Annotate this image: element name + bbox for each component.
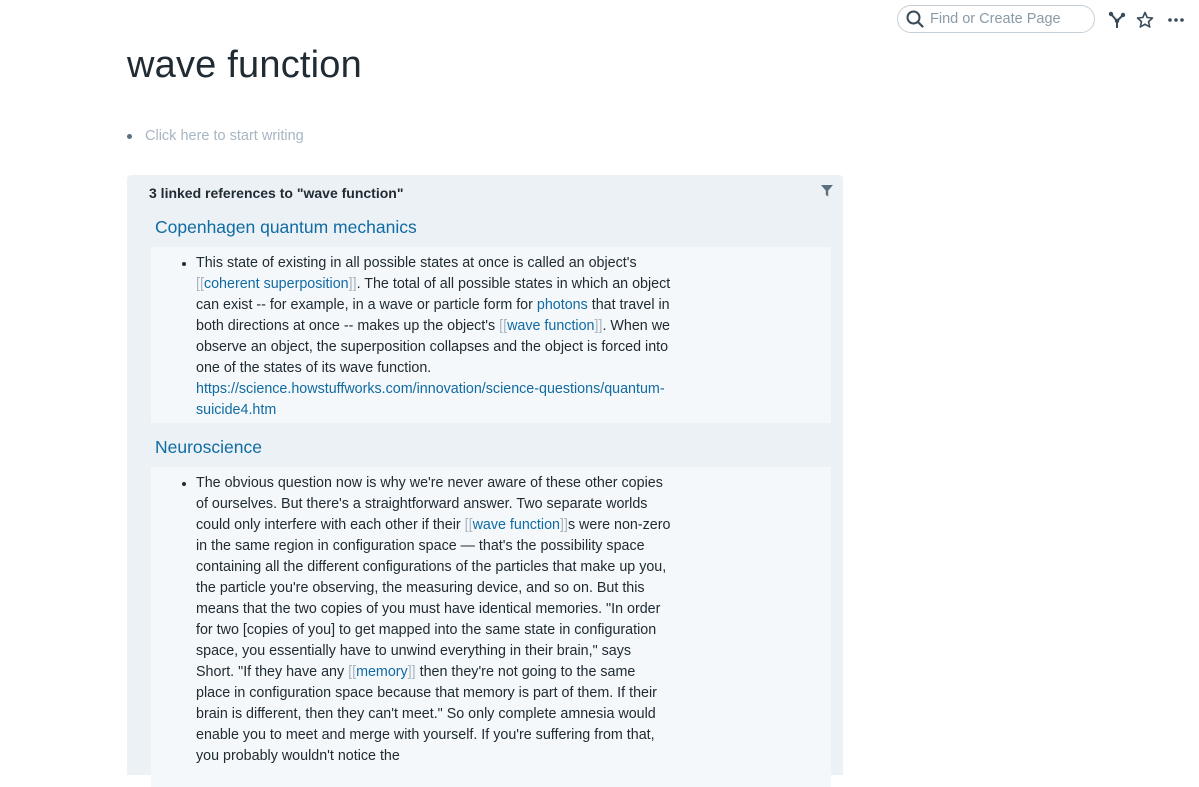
page-link[interactable]: coherent superposition [203,276,349,292]
link-bracket: [[ [348,664,357,680]
linked-references-header[interactable]: 3 linked references to "wave function" [149,185,404,201]
page-link[interactable]: https://science.howstuffworks.com/innovation/science-questions/quantum-suicide4.htm [196,381,665,418]
more-options-icon[interactable] [1167,11,1185,29]
search-input[interactable] [930,11,1090,27]
block-text: . When we observe an object, the superposition collapses and the object is forced into one of the states of its wave function. [196,318,670,376]
filter-icon[interactable] [820,184,834,203]
link-bracket: ]] [348,276,357,292]
link-bracket: [[ [464,517,473,533]
block-text: The obvious question now is why we're never aware of these other copies of ourselves. But there's a straightforward answer. Two separate worlds could only interfere with each other if their [196,475,663,533]
search-box[interactable] [897,5,1095,33]
page-link[interactable]: memory [356,664,408,680]
ref-block-text[interactable] [196,253,671,421]
search-icon [906,10,924,28]
page-title[interactable]: wave function [127,44,362,86]
link-bracket: [[ [196,276,204,292]
ref-group-title[interactable]: Copenhagen quantum mechanics [155,217,417,237]
link-bracket: ]] [559,517,568,533]
ref-block-text[interactable] [196,473,671,767]
block-text: . The total of all possible states in which an object can exist -- for example, in a wave or particle form for [196,276,671,313]
block-text: This state of existing in all possible states at once is called an object's [196,255,637,271]
link-bracket: [[ [499,318,508,334]
graph-overview-icon[interactable] [1108,11,1126,29]
ref-group-title[interactable]: Neuroscience [155,437,262,457]
block-bullet[interactable] [127,134,132,139]
page-link[interactable]: wave function [507,318,595,334]
empty-block[interactable] [127,128,304,144]
star-icon[interactable] [1136,11,1154,29]
ref-block [151,247,831,423]
page-link[interactable]: photons [536,297,588,313]
link-bracket: ]] [407,664,416,680]
block-text: then they're not going to the same place in configuration space because that memory is part of them. If their brain is different, then they can't meet." So only complete amnesia would enable you to meet and merge with yourself. If you're suffering from that, you probably wouldn't notice the [196,664,657,764]
start-writing-placeholder[interactable]: Click here to start writing [145,128,304,144]
page-link[interactable]: wave function [472,517,560,533]
ref-block [151,467,831,787]
block-text: s were non-zero in the same region in configuration space — that's the possibility space containing all the different configurations of the particles that make up you, the particle you're observing, the measuring device, and so on. But this means that the two copies of you must have identical memories. "In order for two [copies of you] to get mapped into the same state in configuration space, you essentially have to unwind everything in their brain," says Short. "If they have any [196,517,671,680]
linked-references-panel [127,175,843,775]
link-bracket: ]] [594,318,603,334]
block-text: that travel in both directions at once -- makes up the object's [196,297,670,334]
